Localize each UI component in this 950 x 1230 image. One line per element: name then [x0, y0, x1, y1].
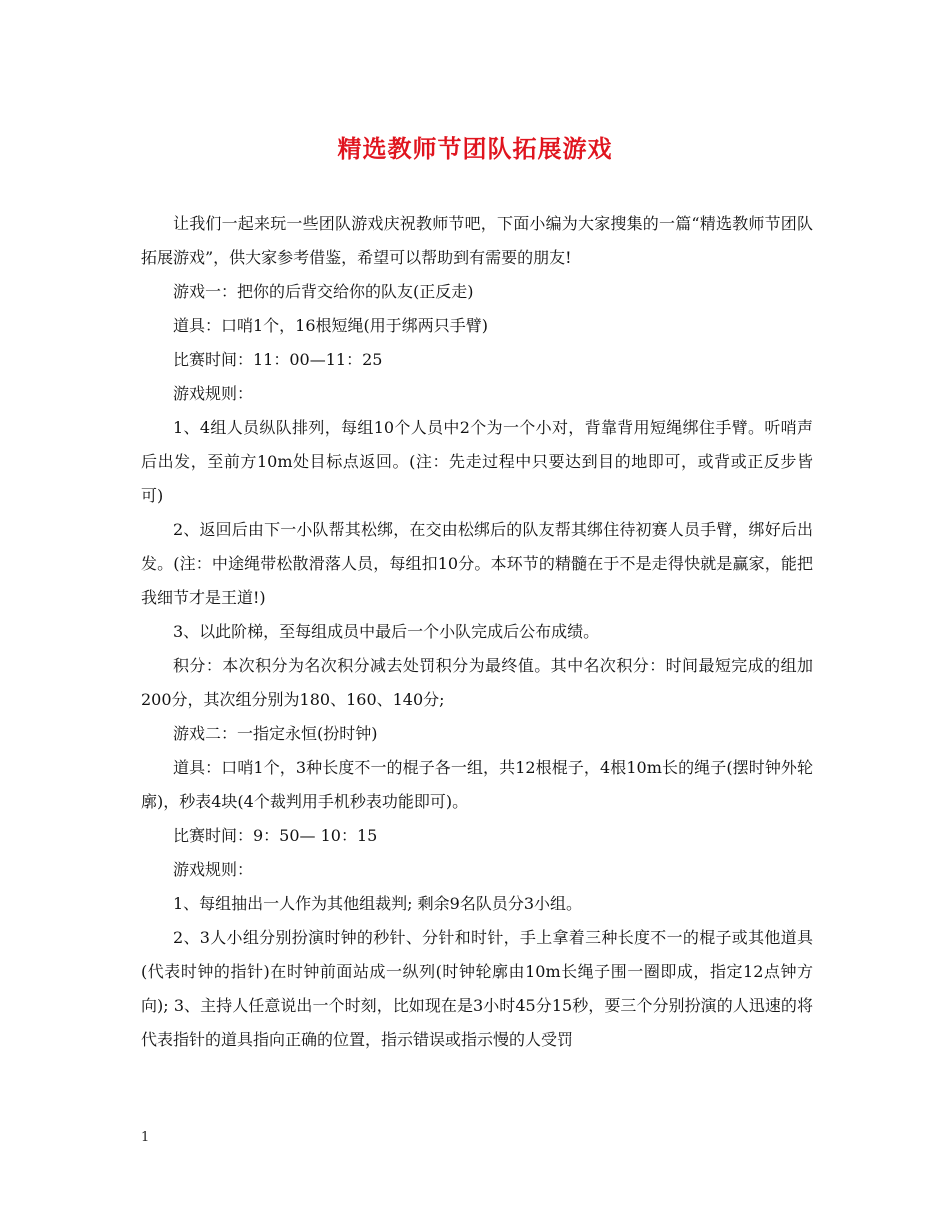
paragraph-game1-rule-1: 1、4组人员纵队排列，每组10个人员中2个为一个小对，背靠背用短绳绑住手臂。听哨声后出发，至前方10m处目标点返回。(注：先走过程中只要达到目的地即可，或背或正反步皆可)	[141, 418, 813, 505]
paragraph-game1-rule-2: 2、返回后由下一小队帮其松绑，在交由松绑后的队友帮其绑住待初赛人员手臂，绑好后出发。(注：中途绳带松散滑落人员，每组扣10分。本环节的精髓在于不是走得快就是赢家，能把我细节才是王道!)	[141, 520, 813, 607]
paragraph-game1-time: 比赛时间：11：00—11：25	[173, 350, 383, 369]
paragraph-game1-scoring: 积分：本次积分为名次积分减去处罚积分为最终值。其中名次积分：时间最短完成的组加200分，其次组分别为180、160、140分;	[141, 656, 813, 709]
paragraph-game1-rule-3: 3、以此阶梯，至每组成员中最后一个小队完成后公布成绩。	[173, 622, 600, 641]
paragraph-game2-time: 比赛时间：9：50— 10：15	[173, 826, 378, 845]
paragraph-game2-heading: 游戏二：一指定永恒(扮时钟)	[173, 724, 378, 743]
paragraph-game1-props: 道具：口哨1个，16根短绳(用于绑两只手臂)	[173, 316, 489, 335]
paragraph-game1-rules-heading: 游戏规则：	[173, 384, 254, 403]
paragraph-game1-heading: 游戏一：把你的后背交给你的队友(正反走)	[173, 282, 474, 301]
page-number: 1	[141, 1130, 150, 1145]
paragraph-game2-props: 道具：口哨1个，3种长度不一的棍子各一组，共12根棍子，4根10m长的绳子(摆时钟外轮廓)，秒表4块(4个裁判用手机秒表功能即可)。	[141, 758, 813, 811]
document-title: 精选教师节团队拓展游戏	[337, 134, 613, 163]
paragraph-intro: 让我们一起来玩一些团队游戏庆祝教师节吧，下面小编为大家搜集的一篇“精选教师节团队拓展游戏”，供大家参考借鉴，希望可以帮助到有需要的朋友!	[141, 214, 813, 267]
paragraph-game2-rules-heading: 游戏规则：	[173, 860, 254, 879]
paragraph-game2-rule-2: 2、3人小组分别扮演时钟的秒针、分针和时针，手上拿着三种长度不一的棍子或其他道具(代表时钟的指针)在时钟前面站成一纵列(时钟轮廓由10m长绳子围一圈即成，指定12点钟方向); 3、主持人任意说出一个时刻，比如现在是3小时45分15秒，要三个分别扮演的人迅速的将代表指针的道具指向正确的位置，指示错误或指示慢的人受罚	[141, 928, 813, 1049]
paragraph-game2-rule-1: 1、每组抽出一人作为其他组裁判; 剩余9名队员分3小组。	[173, 894, 583, 913]
document-body	[141, 207, 813, 1057]
